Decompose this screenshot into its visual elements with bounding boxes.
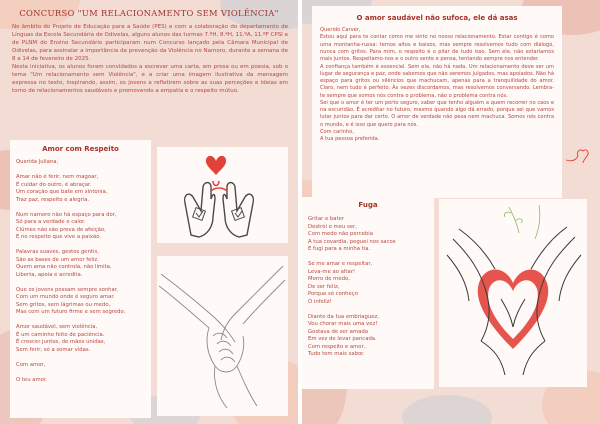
right-page bbox=[302, 0, 600, 424]
poem-line: Diante da tua embriaguez, bbox=[308, 313, 379, 320]
letter-paragraph: A confiança também é essencial. Sem ela, não há nada. Um relacionamento deve ser um lugar de segurança e paz, onde sabemos que não seremos julgados, mas apoiados. Não há espaço para gritos ou silêncios que machucam, apenas para a tranquilidade do amor. Claro, nem tudo é perfeito. Às vezes discordamos, mas resolvemos conversando. Lembra-te sempre que somos nós contra o problema, não o problema contra nós. bbox=[320, 63, 554, 99]
poem-line bbox=[308, 306, 428, 314]
left-page bbox=[0, 0, 298, 424]
poem-line: Ciúmes não são prova de afeição, bbox=[16, 226, 106, 233]
poem-line: Vou chorar mais uma vez! bbox=[308, 321, 378, 328]
poem-line: Gostava de ser amada bbox=[308, 328, 368, 335]
poem-line: Se me amar e respeitar, bbox=[308, 261, 373, 268]
poem-line: Querida Juliana, bbox=[16, 159, 59, 165]
poem-line: Em vez de levar pancada. bbox=[308, 336, 377, 343]
poem-line: Traz paz, respeito e alegria. bbox=[16, 196, 90, 203]
poem-line: De ser feliz, bbox=[308, 283, 340, 290]
poem-line: São as bases de um amor feliz. bbox=[16, 256, 99, 263]
poem-line: Morro de medo, bbox=[308, 276, 350, 283]
intro-paragraph: Nesta iniciativa, os alunos foram convidados a escrever uma carta, em prosa ou em poesia, sob o tema "Um relacionamento sem Violência", e a criar uma imagem ilustrativa da mensagem expressa no texto, inspirando, assim, os jovens a refletirem sobre as suas perceções e ideias em torno de relacionamentos saudáveis e promovendo a empatia e o respeito mútuo. bbox=[12, 63, 288, 94]
poem-line: Tudo tem mais sabor. bbox=[308, 351, 365, 358]
poem-line bbox=[308, 254, 428, 262]
poem-line: Só para a verdade e calor. bbox=[16, 219, 86, 226]
hands-holding-heart-illustration bbox=[439, 199, 587, 387]
intro-paragraph: No âmbito do Projeto de Educação para a Saúde (PES) e com a colaboração do departamento de Línguas da Escola Secundária de Odivelas, alguns alunos das turmas 7.ºH, 8.ºH, 11.ºA, 11.ºF CPSI e de PLNM do Ensino Secundário participaram num Concurso lançado pela Câmara Municipal de Odivelas, para assinalar a importância da prevenção da Violência no Namoro, durante a semana de 8 a 14 de fevereiro de 2025. bbox=[12, 24, 288, 62]
poem-line bbox=[16, 167, 145, 175]
poem-body bbox=[308, 216, 428, 359]
letter-paragraph: Estou aqui para te contar como me sinto no nosso relacionamento. Estar contigo é como uma montanha-russa: temos altos e baixos, mas sempre resolvemos tudo com diálogo, nunca com gritos. Para mim, o respeito é o pilar de tudo isso. Sem ele, não estaríamos mais juntos. Respeitamo-nos e o outro sente e pensa, tentando sempre nos entender. bbox=[320, 34, 554, 63]
poem-line: A tua covardia, peguei nos sacos bbox=[308, 238, 396, 245]
poem-card-respeito bbox=[10, 140, 151, 418]
poem-line: Amor saudável, sem violência, bbox=[16, 324, 98, 331]
poem-line: Destrói o meu ser, bbox=[308, 223, 357, 230]
poem-line: Sem ferir, só a somar vidas. bbox=[16, 346, 91, 353]
decorative-blob bbox=[402, 395, 492, 424]
pinky-promise-illustration bbox=[157, 147, 288, 243]
poem-line: Palavras suaves, gestos gentis, bbox=[16, 249, 99, 256]
poem-line: Mas com um futuro firme e sem segredo. bbox=[16, 309, 126, 316]
illustration-card-heart-hands bbox=[439, 199, 587, 387]
poem-title: Amor com Respeito bbox=[42, 145, 119, 153]
poem-line: É cuidar do outro, é abraçar. bbox=[16, 181, 92, 188]
poem-title: Fuga bbox=[358, 201, 378, 209]
contest-title: CONCURSO "UM RELACIONAMENTO SEM VIOLÊNCIA" bbox=[19, 8, 279, 18]
poem-line: Porque só conheço bbox=[308, 291, 358, 298]
letter-closing: Com carinho, bbox=[320, 129, 354, 136]
poem-line: Gritar e bater bbox=[308, 216, 345, 222]
illustration-card-holding-hands bbox=[157, 256, 288, 416]
poem-line: Leva-me ao altar! bbox=[308, 268, 356, 275]
poem-line bbox=[16, 242, 145, 250]
poem-line: Com medo não percebia bbox=[308, 231, 373, 238]
letter-title: O amor saudável não sufoca, ele dá asas bbox=[356, 14, 518, 22]
poem-line: É um caminho feito de paciência. bbox=[16, 331, 105, 338]
poem-line: Com um mundo onde é seguro amar. bbox=[16, 294, 115, 301]
poem-card-fuga bbox=[302, 197, 434, 389]
letter-greeting: Querido Carver, bbox=[320, 27, 361, 33]
poem-line: E fugi para a minha tia. bbox=[308, 246, 371, 253]
poem-line bbox=[16, 204, 145, 212]
poem-line: Um coração que bate em sintonia, bbox=[16, 189, 108, 196]
poem-line bbox=[16, 369, 145, 377]
illustration-card-pinky bbox=[157, 147, 288, 243]
poem-line: O teu amor. bbox=[16, 376, 48, 383]
poem-line: Quem ama não controla, não limita, bbox=[16, 264, 112, 271]
holding-hands-illustration bbox=[157, 256, 288, 416]
poem-line bbox=[16, 279, 145, 287]
poem-line: Que os jovens possam sempre sonhar, bbox=[16, 286, 119, 293]
poem-line bbox=[16, 354, 145, 362]
poem-line: É crescer juntos, de mãos unidas, bbox=[16, 339, 106, 346]
letter-signature: A tua pessoa preferida. bbox=[320, 136, 380, 143]
poem-line: Sem gritos, sem lágrimas ou medo, bbox=[16, 301, 111, 308]
poem-line: E no respeito que vive a paixão. bbox=[16, 234, 102, 241]
poem-line: Num namoro não há espaço para dor, bbox=[16, 211, 117, 218]
poem-body bbox=[16, 159, 145, 384]
poem-line: Liberta, apoia e acredita. bbox=[16, 271, 83, 278]
heart-doodle-icon bbox=[564, 146, 594, 168]
poem-line: Com respeito e amor, bbox=[308, 343, 366, 350]
poem-line: O infeliz! bbox=[308, 298, 332, 305]
poem-line: Amar não é ferir, nem magoar, bbox=[16, 174, 99, 181]
poem-line: Com amor, bbox=[16, 361, 46, 368]
letter-paragraph: Sei que o amor é ter um porto seguro, saber que tenho alguém a quem recorrer no caos e na escuridão. É acreditar no futuro, mesmo quando algo dá errado, porque sei que vamos lutar juntos para dar certo. O amor de verdade não pesa nem machuca. Somos nós contra o mundo, e é isso que quero para nós. bbox=[320, 99, 554, 128]
letter-card bbox=[312, 6, 562, 198]
contest-intro bbox=[12, 24, 288, 96]
